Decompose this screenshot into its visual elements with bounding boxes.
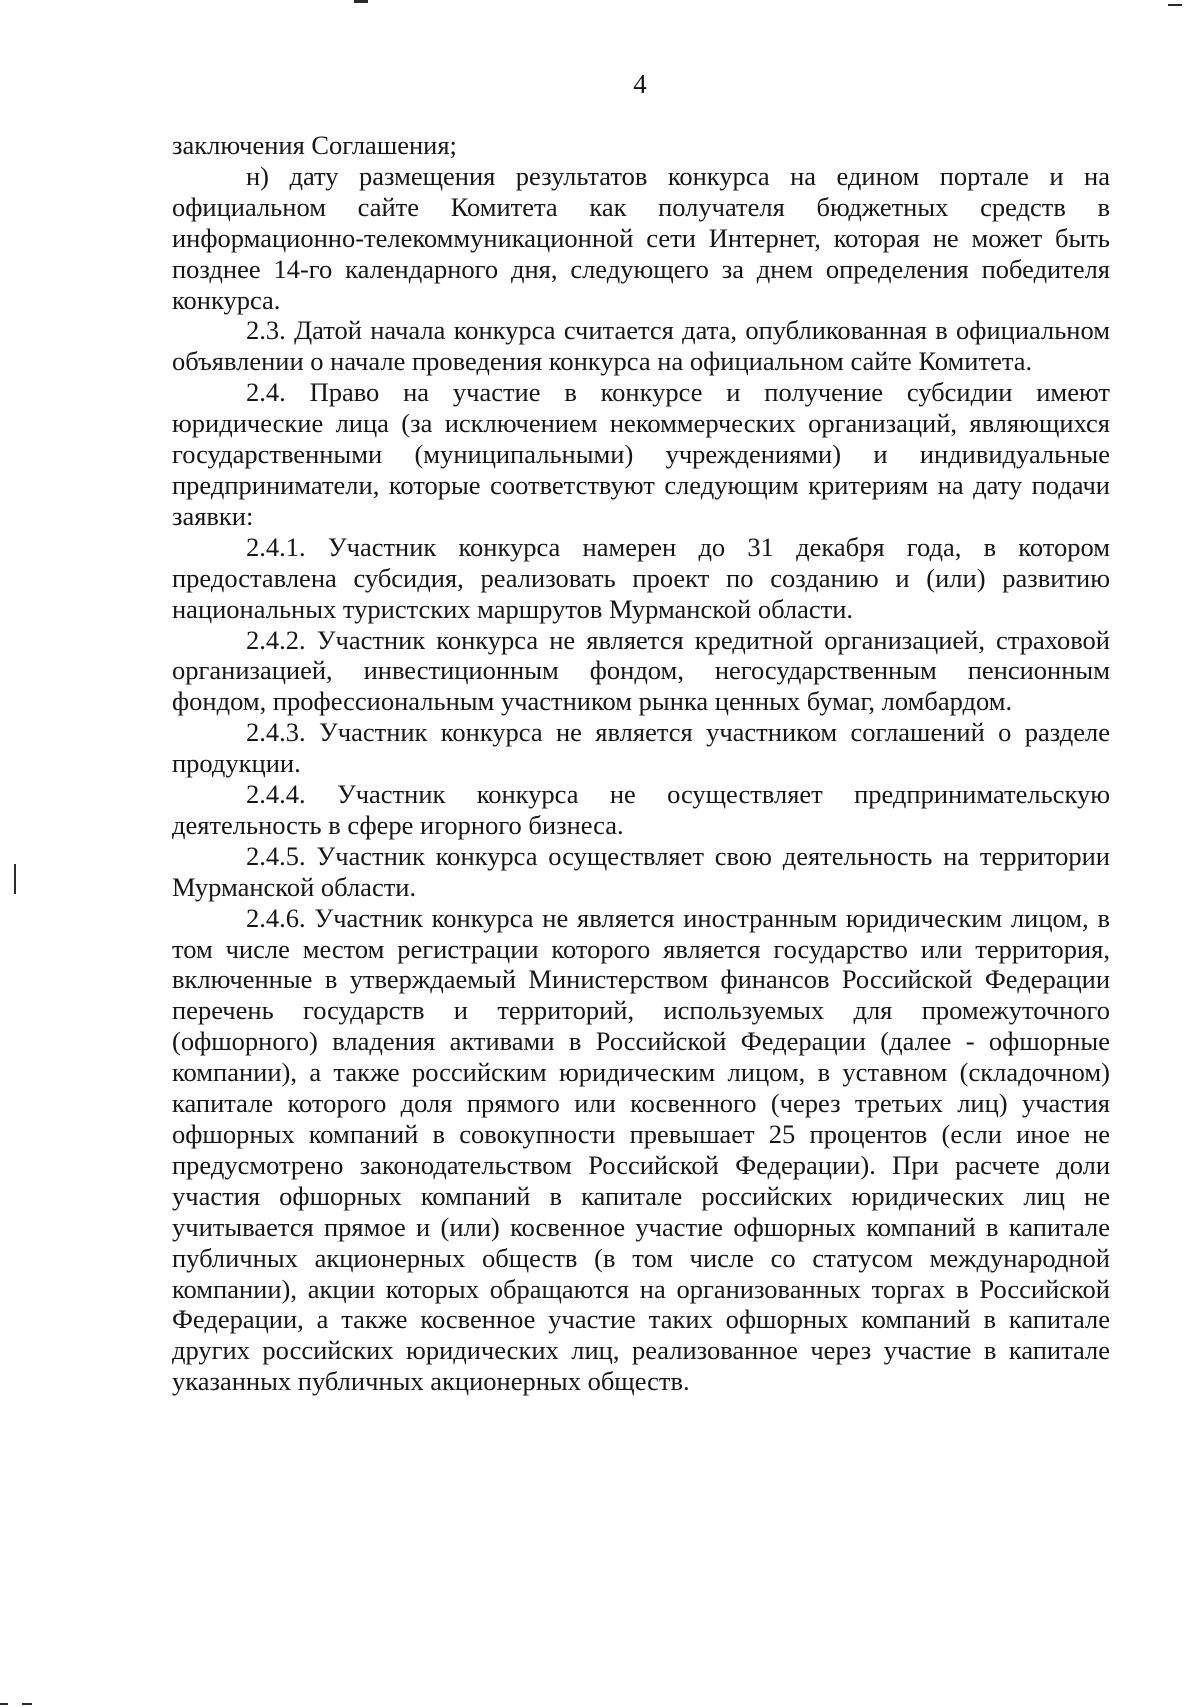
scan-artifact-top-right: [1168, 4, 1182, 6]
paragraph-2-4-1: 2.4.1. Участник конкурса намерен до 31 декабря года, в котором предоставлена субсидия, реализовать проект по созданию и (или) развитию национальных туристских маршрутов Мурманской области.: [172, 531, 1110, 624]
paragraph-2-4-2: 2.4.2. Участник конкурса не является кредитной организацией, страховой организацией, инвестиционным фондом, негосударственным пенсионным фондом, профессиональным участником рынка ценных бумаг, ломбардом.: [172, 624, 1110, 717]
scan-artifact-top: [354, 0, 368, 3]
paragraph-2-4-4: 2.4.4. Участник конкурса не осуществляет предпринимательскую деятельность в сфере игорного бизнеса.: [172, 779, 1110, 840]
paragraph-item-n: н) дату размещения результатов конкурса на едином портале и на официальном сайте Комитета как получателя бюджетных средств в информационно-телекоммуникационной сети Интернет, которая не может быть позднее 14-го календарного дня, следующего за днем определения победителя конкурса.: [172, 160, 1110, 315]
scan-artifact-bottom-2: [22, 1703, 32, 1705]
paragraph-2-4-3: 2.4.3. Участник конкурса не является участником соглашений о разделе продукции.: [172, 717, 1110, 779]
paragraph-2-4-5: 2.4.5. Участник конкурса осуществляет свою деятельность на территории Мурманской области.: [172, 840, 1110, 902]
scan-artifact-bottom: [0, 1703, 8, 1705]
paragraph-2-4-6: 2.4.6. Участник конкурса не является иностранным юридическим лицом, в том числе местом регистрации которого является государство или территория, включенные в утверждаемый Министерством финансов Российской Федерации перечень государств и территорий, используемых для промежуточного (офшорного) владения активами в Российской Федерации (далее - офшорные компании), а также российским юридическим лицом, в уставном (складочном) капитале которого доля прямого или косвенного (через третьих лиц) участия офшорных компаний в совокупности превышает 25 процентов (если иное не предусмотрено законодательством Российской Федерации). При расчете доли участия офшорных компаний в капитале российских юридических лиц не учитывается прямое и (или) косвенное участие офшорных компаний в капитале публичных акционерных обществ (в том числе со статусом международной компании), акции которых обращаются на организованных торгах в Российской Федерации, а также косвенное участие таких офшорных компаний в капитале других российских юридических лиц, реализованное через участие в капитале указанных публичных акционерных обществ.: [172, 902, 1110, 1397]
paragraph-2-4: 2.4. Право на участие в конкурсе и получение субсидии имеют юридические лица (за исключением некоммерческих организаций, являющихся государственными (муниципальными) учреждениями) и индивидуальные предприниматели, которые соответствуют следующим критериям на дату подачи заявки:: [172, 377, 1110, 531]
paragraph-continuation: заключения Соглашения;: [172, 130, 457, 160]
scan-artifact-left: [14, 864, 16, 894]
paragraph-2-3: 2.3. Датой начала конкурса считается дата, опубликованная в официальном объявлении о начале проведения конкурса на официальном сайте Комитета.: [172, 315, 1110, 377]
page-number: 4: [633, 69, 647, 99]
document-body: [172, 130, 1110, 1397]
